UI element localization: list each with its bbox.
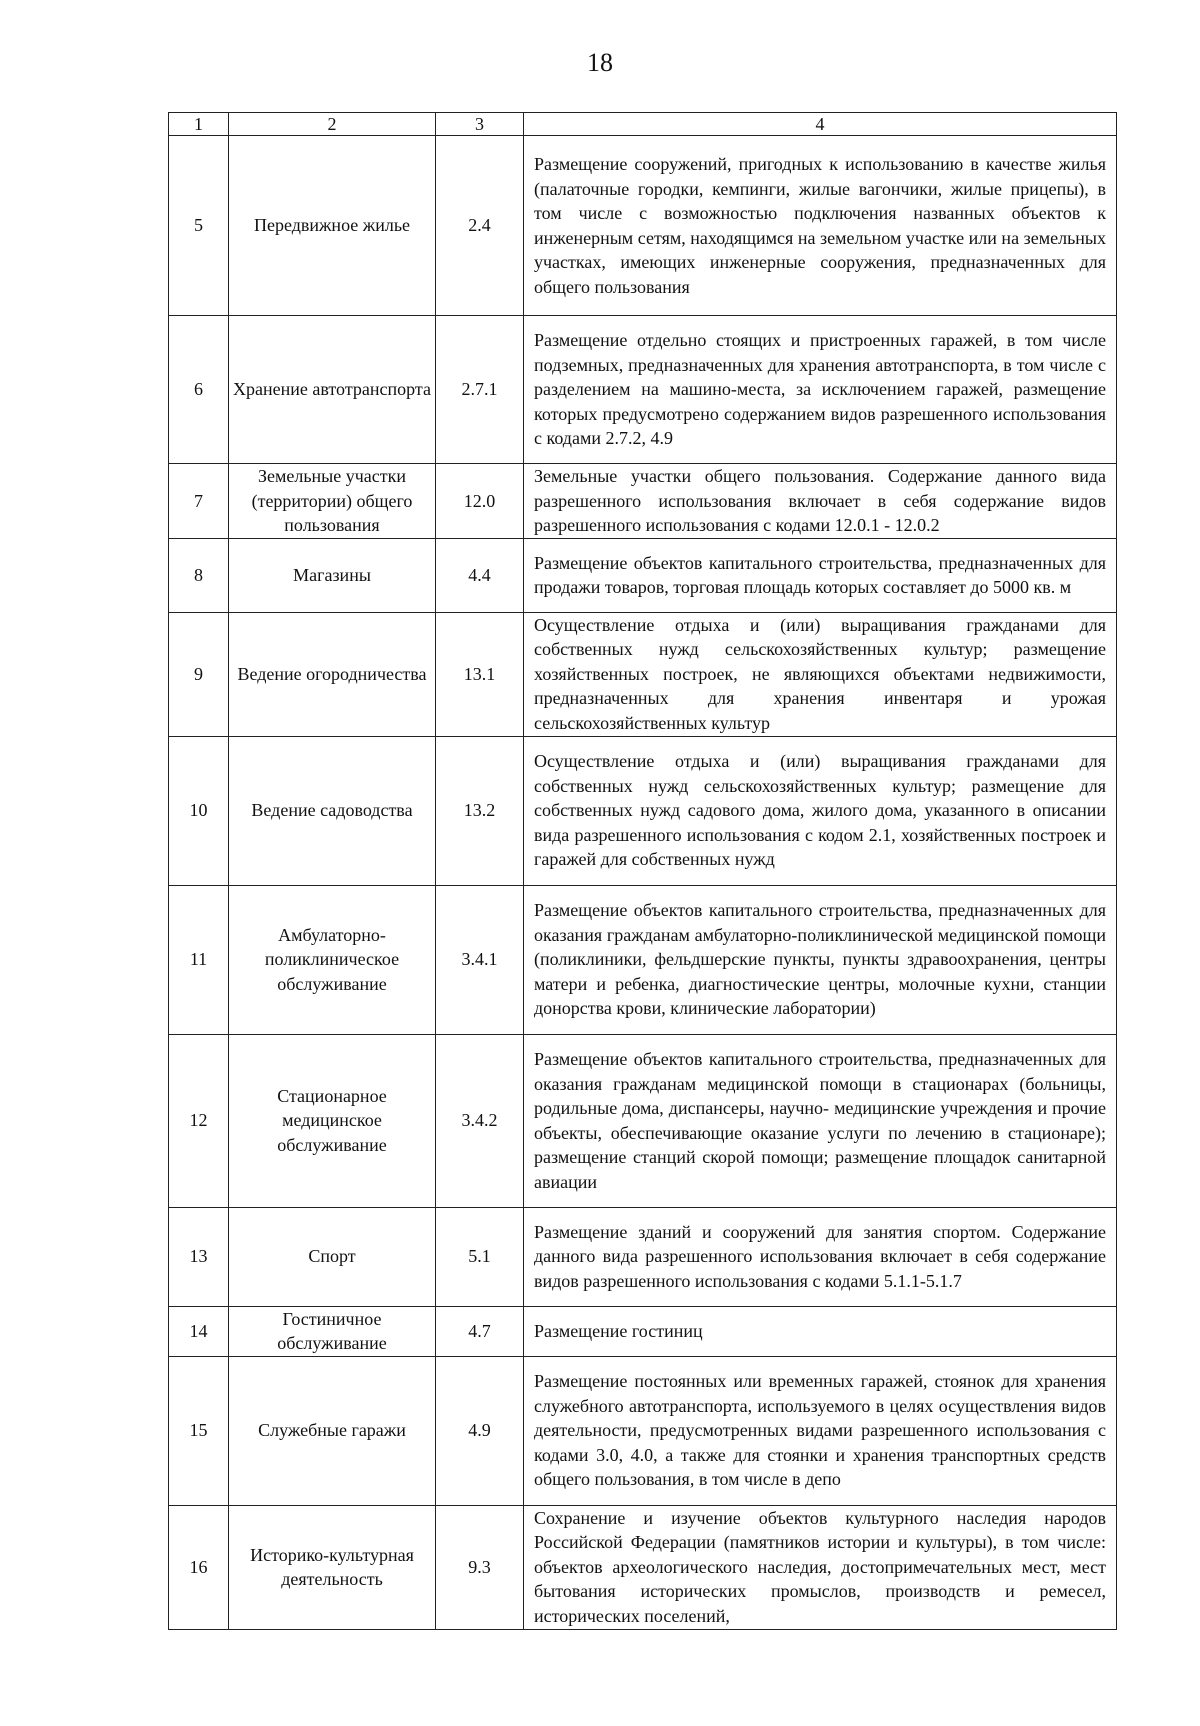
table-row (169, 1034, 1117, 1207)
use-type-name: Земельные участки (территории) общего пользования (229, 464, 436, 539)
table-row (169, 736, 1117, 885)
use-type-name: Гостиничное обслуживание (229, 1306, 436, 1356)
table-row (169, 136, 1117, 316)
header-col-2: 2 (229, 113, 436, 136)
use-type-description: Осуществление отдыха и (или) выращивания гражданами для собственных нужд сельскохозяйственных культур; размещение хозяйственных построек, не являющихся объектами недвижимости, предназначенных для хранения инвентаря и урожая сельскохозяйственных культур (524, 612, 1117, 736)
use-type-description: Размещение объектов капитального строительства, предназначенных для оказания гражданам медицинской помощи в стационарах (больницы, родильные дома, диспансеры, научно- медицинские учреждения и прочие объекты, обеспечивающие оказание услуги по лечению в стационаре); размещение станций скорой помощи; размещение площадок санитарной авиации (524, 1034, 1117, 1207)
table-row (169, 1207, 1117, 1306)
use-type-name: Ведение садоводства (229, 736, 436, 885)
use-type-description: Размещение гостиниц (524, 1306, 1117, 1356)
row-number: 10 (169, 736, 229, 885)
use-type-code: 2.4 (436, 136, 524, 316)
table-row (169, 1306, 1117, 1356)
use-type-code: 5.1 (436, 1207, 524, 1306)
table-row (169, 316, 1117, 464)
use-type-description: Осуществление отдыха и (или) выращивания гражданами для собственных нужд сельскохозяйственных культур; размещение для собственных нужд садового дома, жилого дома, указанного в описании вида разрешенного использования с кодом 2.1, хозяйственных построек и гаражей для собственных нужд (524, 736, 1117, 885)
row-number: 6 (169, 316, 229, 464)
header-row (169, 113, 1117, 136)
use-type-name: Хранение автотранспорта (229, 316, 436, 464)
land-use-table (168, 112, 1117, 1630)
use-type-code: 2.7.1 (436, 316, 524, 464)
use-type-code: 12.0 (436, 464, 524, 539)
use-type-name: Спорт (229, 1207, 436, 1306)
use-type-description: Сохранение и изучение объектов культурного наследия народов Российской Федерации (памятников истории и культуры), в том числе: объектов археологического наследия, достопримечательных мест, мест бытования исторических промыслов, производств и ремесел, исторических поселений, (524, 1505, 1117, 1629)
row-number: 13 (169, 1207, 229, 1306)
page-number: 18 (587, 48, 613, 77)
row-number: 15 (169, 1356, 229, 1505)
row-number: 7 (169, 464, 229, 539)
table-row (169, 464, 1117, 539)
row-number: 14 (169, 1306, 229, 1356)
table-row (169, 1505, 1117, 1629)
table-row (169, 885, 1117, 1034)
use-type-description: Размещение сооружений, пригодных к использованию в качестве жилья (палаточные городки, кемпинги, жилые вагончики, жилые прицепы), в том числе с возможностью подключения названных объектов к инженерным сетям, находящимся на земельном участке или на земельных участках, имеющих инженерные сооружения, предназначенных для общего пользования (524, 136, 1117, 316)
row-number: 11 (169, 885, 229, 1034)
header-col-4: 4 (524, 113, 1117, 136)
header-col-1: 1 (169, 113, 229, 136)
table-row (169, 1356, 1117, 1505)
table-row (169, 612, 1117, 736)
use-type-code: 13.1 (436, 612, 524, 736)
use-type-description: Земельные участки общего пользования. Содержание данного вида разрешенного использования включает в себя содержание видов разрешенного использования с кодами 12.0.1 - 12.0.2 (524, 464, 1117, 539)
use-type-description: Размещение объектов капитального строительства, предназначенных для оказания гражданам амбулаторно-поликлинической медицинской помощи (поликлиники, фельдшерские пункты, пункты здравоохранения, центры матери и ребенка, диагностические центры, молочные кухни, станции донорства крови, клинические лаборатории) (524, 885, 1117, 1034)
use-type-code: 9.3 (436, 1505, 524, 1629)
use-type-name: Историко-культурная деятельность (229, 1505, 436, 1629)
row-number: 5 (169, 136, 229, 316)
use-type-code: 3.4.1 (436, 885, 524, 1034)
use-type-name: Амбулаторно-поликлиническое обслуживание (229, 885, 436, 1034)
use-type-code: 3.4.2 (436, 1034, 524, 1207)
use-type-code: 4.4 (436, 538, 524, 612)
use-type-name: Передвижное жилье (229, 136, 436, 316)
row-number: 12 (169, 1034, 229, 1207)
use-type-name: Ведение огородничества (229, 612, 436, 736)
row-number: 8 (169, 538, 229, 612)
use-type-name: Магазины (229, 538, 436, 612)
row-number: 9 (169, 612, 229, 736)
use-type-code: 4.9 (436, 1356, 524, 1505)
use-type-name: Стационарное медицинское обслуживание (229, 1034, 436, 1207)
use-type-code: 4.7 (436, 1306, 524, 1356)
table-row (169, 538, 1117, 612)
use-type-description: Размещение отдельно стоящих и пристроенных гаражей, в том числе подземных, предназначенных для хранения автотранспорта, в том числе с разделением на машино-места, за исключением гаражей, размещение которых предусмотрено содержанием видов разрешенного использования с кодами 2.7.2, 4.9 (524, 316, 1117, 464)
use-type-description: Размещение зданий и сооружений для занятия спортом. Содержание данного вида разрешенного использования включает в себя содержание видов разрешенного использования с кодами 5.1.1-5.1.7 (524, 1207, 1117, 1306)
use-type-description: Размещение объектов капитального строительства, предназначенных для продажи товаров, торговая площадь которых составляет до 5000 кв. м (524, 538, 1117, 612)
use-type-description: Размещение постоянных или временных гаражей, стоянок для хранения служебного автотранспорта, используемого в целях осуществления видов деятельности, предусмотренных видами разрешенного использования с кодами 3.0, 4.0, а также для стоянки и хранения транспортных средств общего пользования, в том числе в депо (524, 1356, 1117, 1505)
header-col-3: 3 (436, 113, 524, 136)
use-type-code: 13.2 (436, 736, 524, 885)
use-type-name: Служебные гаражи (229, 1356, 436, 1505)
row-number: 16 (169, 1505, 229, 1629)
